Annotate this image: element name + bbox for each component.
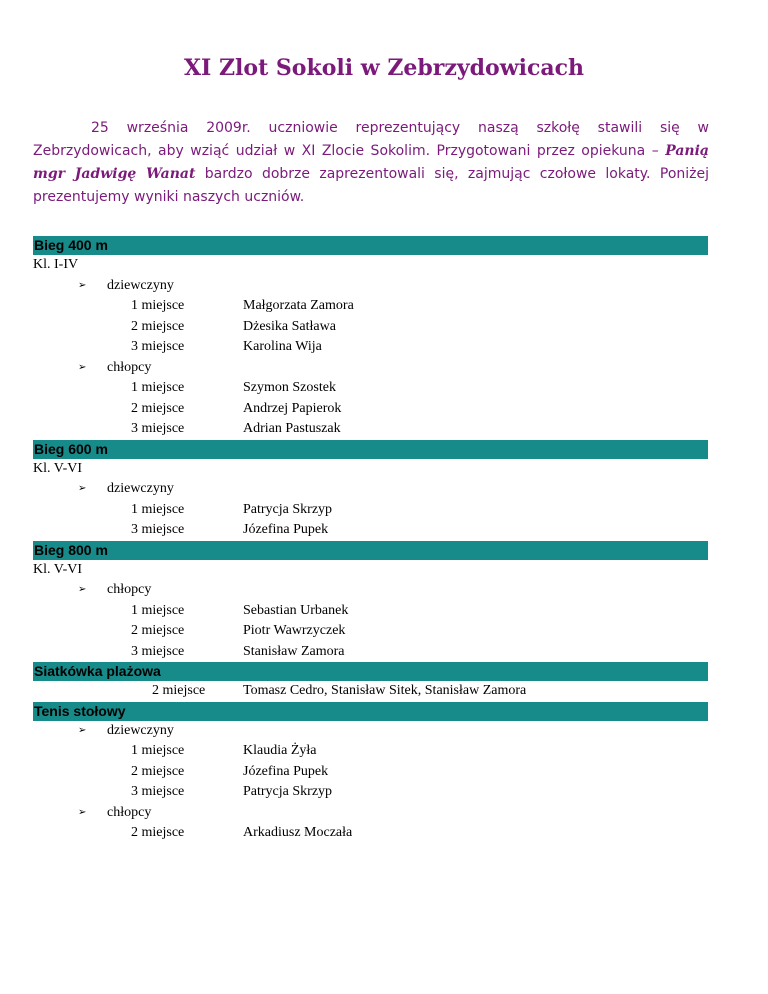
intro-teacher-name: Panią mgr Jadwigę Wanat (33, 143, 709, 182)
place-label: 3 miejsce (131, 643, 185, 659)
place-label: 2 miejsce (131, 623, 185, 638)
section-header-tenis: Tenis stołowy (33, 702, 708, 721)
student-name: Józefina Pupek (243, 522, 329, 537)
place-label: 1 miejsce (131, 602, 185, 618)
group-label: dziewczyny (107, 481, 174, 496)
place-label: 2 miejsce (131, 763, 185, 779)
place-label: 2 miejsce (152, 683, 206, 698)
result-row (33, 419, 708, 440)
student-name: Szymon Szostek (243, 380, 336, 395)
student-name: Stanisław Zamora (243, 643, 345, 659)
place-label: 1 miejsce (131, 501, 185, 517)
section-header-bieg-600: Bieg 600 m (33, 440, 708, 459)
arrow-bullet-icon: ➢ (78, 483, 87, 494)
place-label: 3 miejsce (131, 784, 185, 799)
student-name: Sebastian Urbanek (243, 602, 349, 618)
group-row (33, 803, 708, 824)
group-label: chłopcy (107, 359, 152, 375)
student-name: Józefina Pupek (243, 763, 329, 779)
result-row (33, 762, 708, 783)
arrow-bullet-icon: ➢ (78, 806, 87, 818)
place-label: 1 miejsce (131, 380, 185, 395)
place-label: 2 miejsce (131, 825, 185, 840)
results-list (33, 236, 708, 844)
result-row (33, 296, 708, 317)
student-name: Klaudia Żyła (243, 743, 317, 758)
result-row (33, 642, 708, 663)
group-label: dziewczyny (107, 722, 174, 738)
group-label: chłopcy (107, 582, 152, 597)
result-row (33, 621, 708, 642)
intro-text-1: 25 września 2009r. uczniowie reprezentujący naszą szkołę stawili się w Zebrzydowicach, aby wziąć udział w XI Zlocie Sokolim. Przygotowani przez opiekuna – (33, 120, 709, 159)
student-name: Arkadiusz Moczała (243, 825, 353, 840)
place-label: 2 miejsce (131, 318, 185, 334)
result-row (33, 601, 708, 622)
class-row (33, 255, 708, 276)
group-row (33, 276, 708, 297)
result-row (33, 317, 708, 338)
student-name: Adrian Pastuszak (243, 421, 341, 436)
class-label: Kl. I-IV (33, 257, 79, 272)
group-row (33, 721, 708, 742)
student-name: Małgorzata Zamora (243, 298, 354, 313)
place-label: 3 miejsce (131, 421, 185, 436)
student-name: Patrycja Skrzyp (243, 784, 333, 799)
student-name: Andrzej Papierok (243, 400, 342, 416)
group-label: dziewczyny (107, 277, 174, 293)
place-label: 2 miejsce (131, 400, 185, 416)
section-header-bieg-400: Bieg 400 m (33, 236, 708, 255)
place-label: 1 miejsce (131, 743, 185, 758)
group-label: chłopcy (107, 804, 152, 820)
result-row (33, 681, 708, 702)
place-label: 1 miejsce (131, 298, 185, 313)
class-label: Kl. V-VI (33, 561, 83, 577)
student-name: Piotr Wawrzyczek (243, 623, 346, 638)
result-row (33, 520, 708, 541)
group-row (33, 358, 708, 379)
result-row (33, 782, 708, 803)
arrow-bullet-icon: ➢ (78, 724, 87, 736)
page-title: XI Zlot Sokoli w Zebrzydowicach (183, 55, 585, 81)
class-label: Kl. V-VI (33, 460, 83, 476)
place-label: 3 miejsce (131, 522, 185, 537)
section-header-siatkowka: Siatkówka plażowa (33, 662, 708, 681)
student-name: Karolina Wija (243, 339, 322, 354)
student-name: Patrycja Skrzyp (243, 501, 333, 517)
student-name: Dżesika Satława (243, 318, 336, 334)
class-row (33, 560, 708, 581)
class-row (33, 459, 708, 480)
result-row (33, 823, 708, 844)
result-row (33, 500, 708, 521)
section-header-bieg-800: Bieg 800 m (33, 541, 708, 560)
result-row (33, 399, 708, 420)
arrow-bullet-icon: ➢ (78, 361, 87, 373)
intro-text-2: bardzo dobrze zaprezentowali się, zajmując czołowe lokaty. Poniżej prezentujemy wyniki naszych uczniów. (33, 166, 710, 205)
group-row (33, 479, 708, 500)
student-name: Tomasz Cedro, Stanisław Sitek, Stanisław Zamora (243, 683, 527, 698)
intro-paragraph (33, 117, 709, 209)
group-row (33, 580, 708, 601)
result-row (33, 741, 708, 762)
arrow-bullet-icon: ➢ (78, 279, 87, 291)
place-label: 3 miejsce (131, 339, 185, 354)
result-row (33, 378, 708, 399)
arrow-bullet-icon: ➢ (78, 584, 87, 595)
result-row (33, 337, 708, 358)
